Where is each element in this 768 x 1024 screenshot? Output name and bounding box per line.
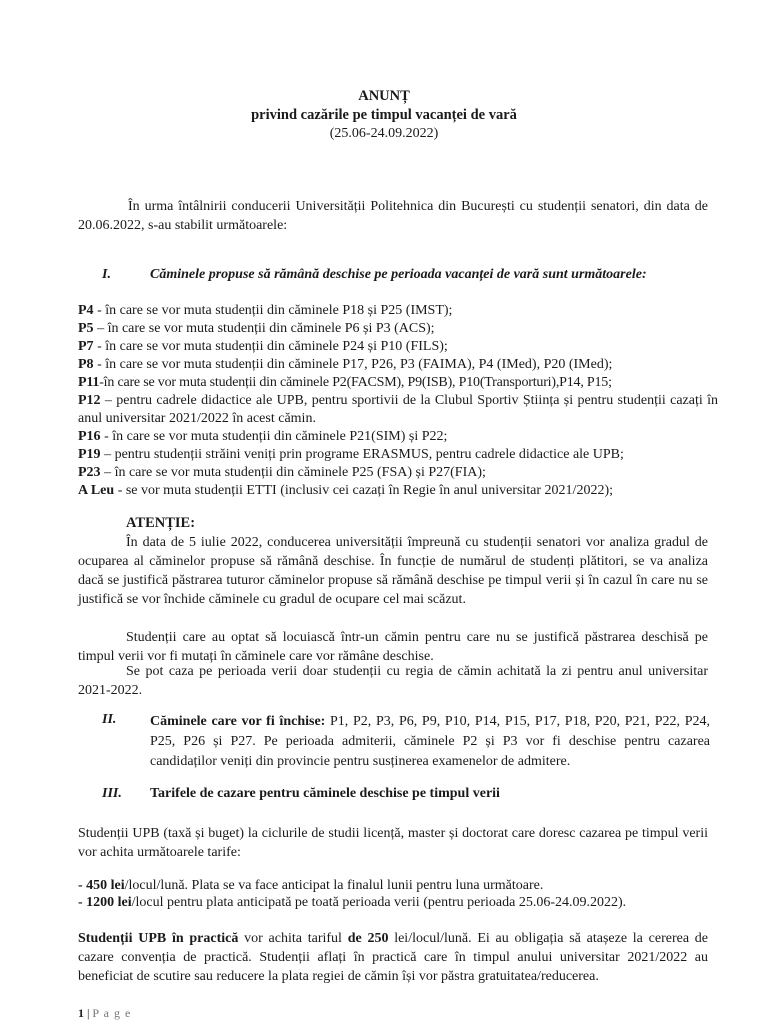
dorm-desc: – în care se vor muta studenții din căminele P6 și P3 (ACS); bbox=[93, 321, 435, 336]
dorm-desc: - în care se vor muta studenții din căminele P24 și P10 (FILS); bbox=[93, 339, 448, 354]
tariff-summer-amount: - 1200 lei bbox=[78, 895, 132, 910]
dorm-code: P16 bbox=[78, 429, 101, 444]
dorm-code: P4 bbox=[78, 303, 94, 318]
dorm-code: P5 bbox=[78, 321, 94, 336]
attention-heading: ATENȚIE: bbox=[126, 515, 196, 531]
page-title: ANUNȚ bbox=[358, 88, 410, 104]
dorm-code: P7 bbox=[78, 339, 94, 354]
list-item bbox=[78, 464, 718, 482]
tariff-summer bbox=[78, 893, 718, 912]
attention-paragraph-1: În data de 5 iulie 2022, conducerea universității împreună cu studenții senatori vor analiza gradul de ocuparea al căminelor propuse să rămână deschise. În funcție de numărul de studenți plătitori, se va analiza dacă se justifică păstrarea tuturor căminelor propuse să rămână deschise pe timpul verii și în cazul în care nu se justifică se vor închide căminele cu gradul de ocupare cel mai scăzut. bbox=[78, 535, 708, 607]
list-item bbox=[78, 320, 718, 338]
section-2-title: Căminele care vor fi închise: bbox=[150, 714, 326, 729]
date-range: (25.06-24.09.2022) bbox=[329, 126, 439, 141]
practice-paragraph bbox=[78, 929, 708, 986]
practice-text: lei/locul/lună. Ei au obligația să atașeze la cererea de cazare convenția de practică. Studenții aflați în practică care în timpul anului universitar 2021/2022 au beneficiat de scutire sau reducere la plata regiei de cămin își vor păstra gratuitatea/reducerea. bbox=[78, 931, 709, 984]
dorm-list bbox=[78, 302, 718, 500]
dorm-code: P12 bbox=[78, 393, 101, 408]
list-item bbox=[78, 374, 718, 392]
dorm-desc: – în care se vor muta studenții din căminele P25 (FSA) și P27(FIA); bbox=[100, 465, 486, 480]
list-item bbox=[78, 482, 718, 500]
section-1-heading bbox=[102, 265, 647, 284]
dorm-desc: – pentru cadrele didactice ale UPB, pentru sportivii de la Clubul Sportiv Știința și pentru studenții cazați în anul universitar 2021/2022 în acest cămin. bbox=[78, 393, 718, 426]
list-item bbox=[78, 338, 718, 356]
tariff-monthly-text: /locul/lună. Plata se va face anticipat la finalul lunii pentru luna următoare. bbox=[124, 878, 544, 893]
section-2-body bbox=[150, 712, 710, 772]
list-item bbox=[78, 428, 718, 446]
section-2-number: II. bbox=[102, 712, 117, 727]
dorm-code: P23 bbox=[78, 465, 101, 480]
dorm-code: A Leu bbox=[78, 483, 115, 498]
tariff-summer-text: /locul pentru plata anticipată pe toată perioada verii (pentru perioada 25.06-24.09.2022). bbox=[131, 895, 627, 910]
section-2-text: P1, P2, P3, P6, P9, P10, P14, P15, P17, P18, P20, P21, P22, P24, P25, P26 și P27. Pe perioada admiterii, căminele P2 și P3 vor fi deschise pentru cazarea candidaților veniți din provincie pentru susținerea examenelor de admitere. bbox=[150, 714, 710, 769]
dorm-desc: - în care se vor muta studenții din căminele P21(SIM) și P22; bbox=[100, 429, 448, 444]
dorm-desc: -în care se vor muta studenții din căminele P2(FACSM), P9(ISB), P10(Transporturi),P14, P15; bbox=[99, 375, 612, 390]
page-footer bbox=[78, 1006, 131, 1021]
dorm-code: P19 bbox=[78, 447, 101, 462]
attention-paragraph-2: Studenții care au optat să locuiască într-un cămin pentru care nu se justifică păstrarea deschisă pe timpul verii vor fi mutați în căminele care vor rămâne deschise. bbox=[78, 630, 708, 664]
page-number: 1 bbox=[78, 1006, 84, 1020]
dorm-code: P11 bbox=[78, 375, 100, 390]
practice-mid: vor achita tariful bbox=[238, 931, 348, 946]
page-subtitle: privind cazările pe timpul vacanței de vară bbox=[251, 107, 517, 123]
dorm-desc: - în care se vor muta studenții din căminele P18 și P25 (IMST); bbox=[93, 303, 453, 318]
footer-separator: | bbox=[87, 1006, 90, 1020]
section-3-number: III. bbox=[102, 786, 122, 801]
section-1-title: Căminele propuse să rămână deschise pe perioada vacanței de vară sunt următoarele: bbox=[150, 267, 647, 282]
dorm-desc: - se vor muta studenții ETTI (inclusiv cei cazați în Regie în anul universitar 2021/2022); bbox=[114, 483, 613, 498]
section-1-number: I. bbox=[102, 267, 111, 282]
dorm-desc: - în care se vor muta studenții din căminele P17, P26, P3 (FAIMA), P4 (IMed), P20 (IMed); bbox=[93, 357, 613, 372]
practice-fee: de 250 bbox=[347, 931, 389, 946]
list-item bbox=[78, 356, 718, 374]
dorm-desc: – pentru studenții străini veniți prin programe ERASMUS, pentru cadrele didactice ale UPB; bbox=[100, 447, 624, 462]
list-item bbox=[78, 446, 718, 464]
list-item bbox=[78, 302, 718, 320]
attention-paragraph-3: Se pot caza pe perioada verii doar studenții cu regia de cămin achitată la zi pentru anul universitar 2021-2022. bbox=[78, 664, 708, 698]
tariff-monthly-amount: - 450 lei bbox=[78, 878, 125, 893]
intro-paragraph: În urma întâlnirii conducerii Universității Politehnica din București cu studenții senatori, din data de 20.06.2022, s-au stabilit următoarele: bbox=[78, 199, 708, 233]
dorm-code: P8 bbox=[78, 357, 94, 372]
tariffs-intro: Studenții UPB (taxă și buget) la ciclurile de studii licență, master și doctorat care doresc cazarea pe timpul verii vor achita următoarele tarife: bbox=[78, 826, 708, 860]
section-3-title: Tarifele de cazare pentru căminele deschise pe timpul verii bbox=[150, 786, 500, 801]
page-word: P a g e bbox=[92, 1006, 132, 1020]
list-item bbox=[78, 392, 718, 428]
practice-label: Studenții UPB în practică bbox=[78, 931, 239, 946]
